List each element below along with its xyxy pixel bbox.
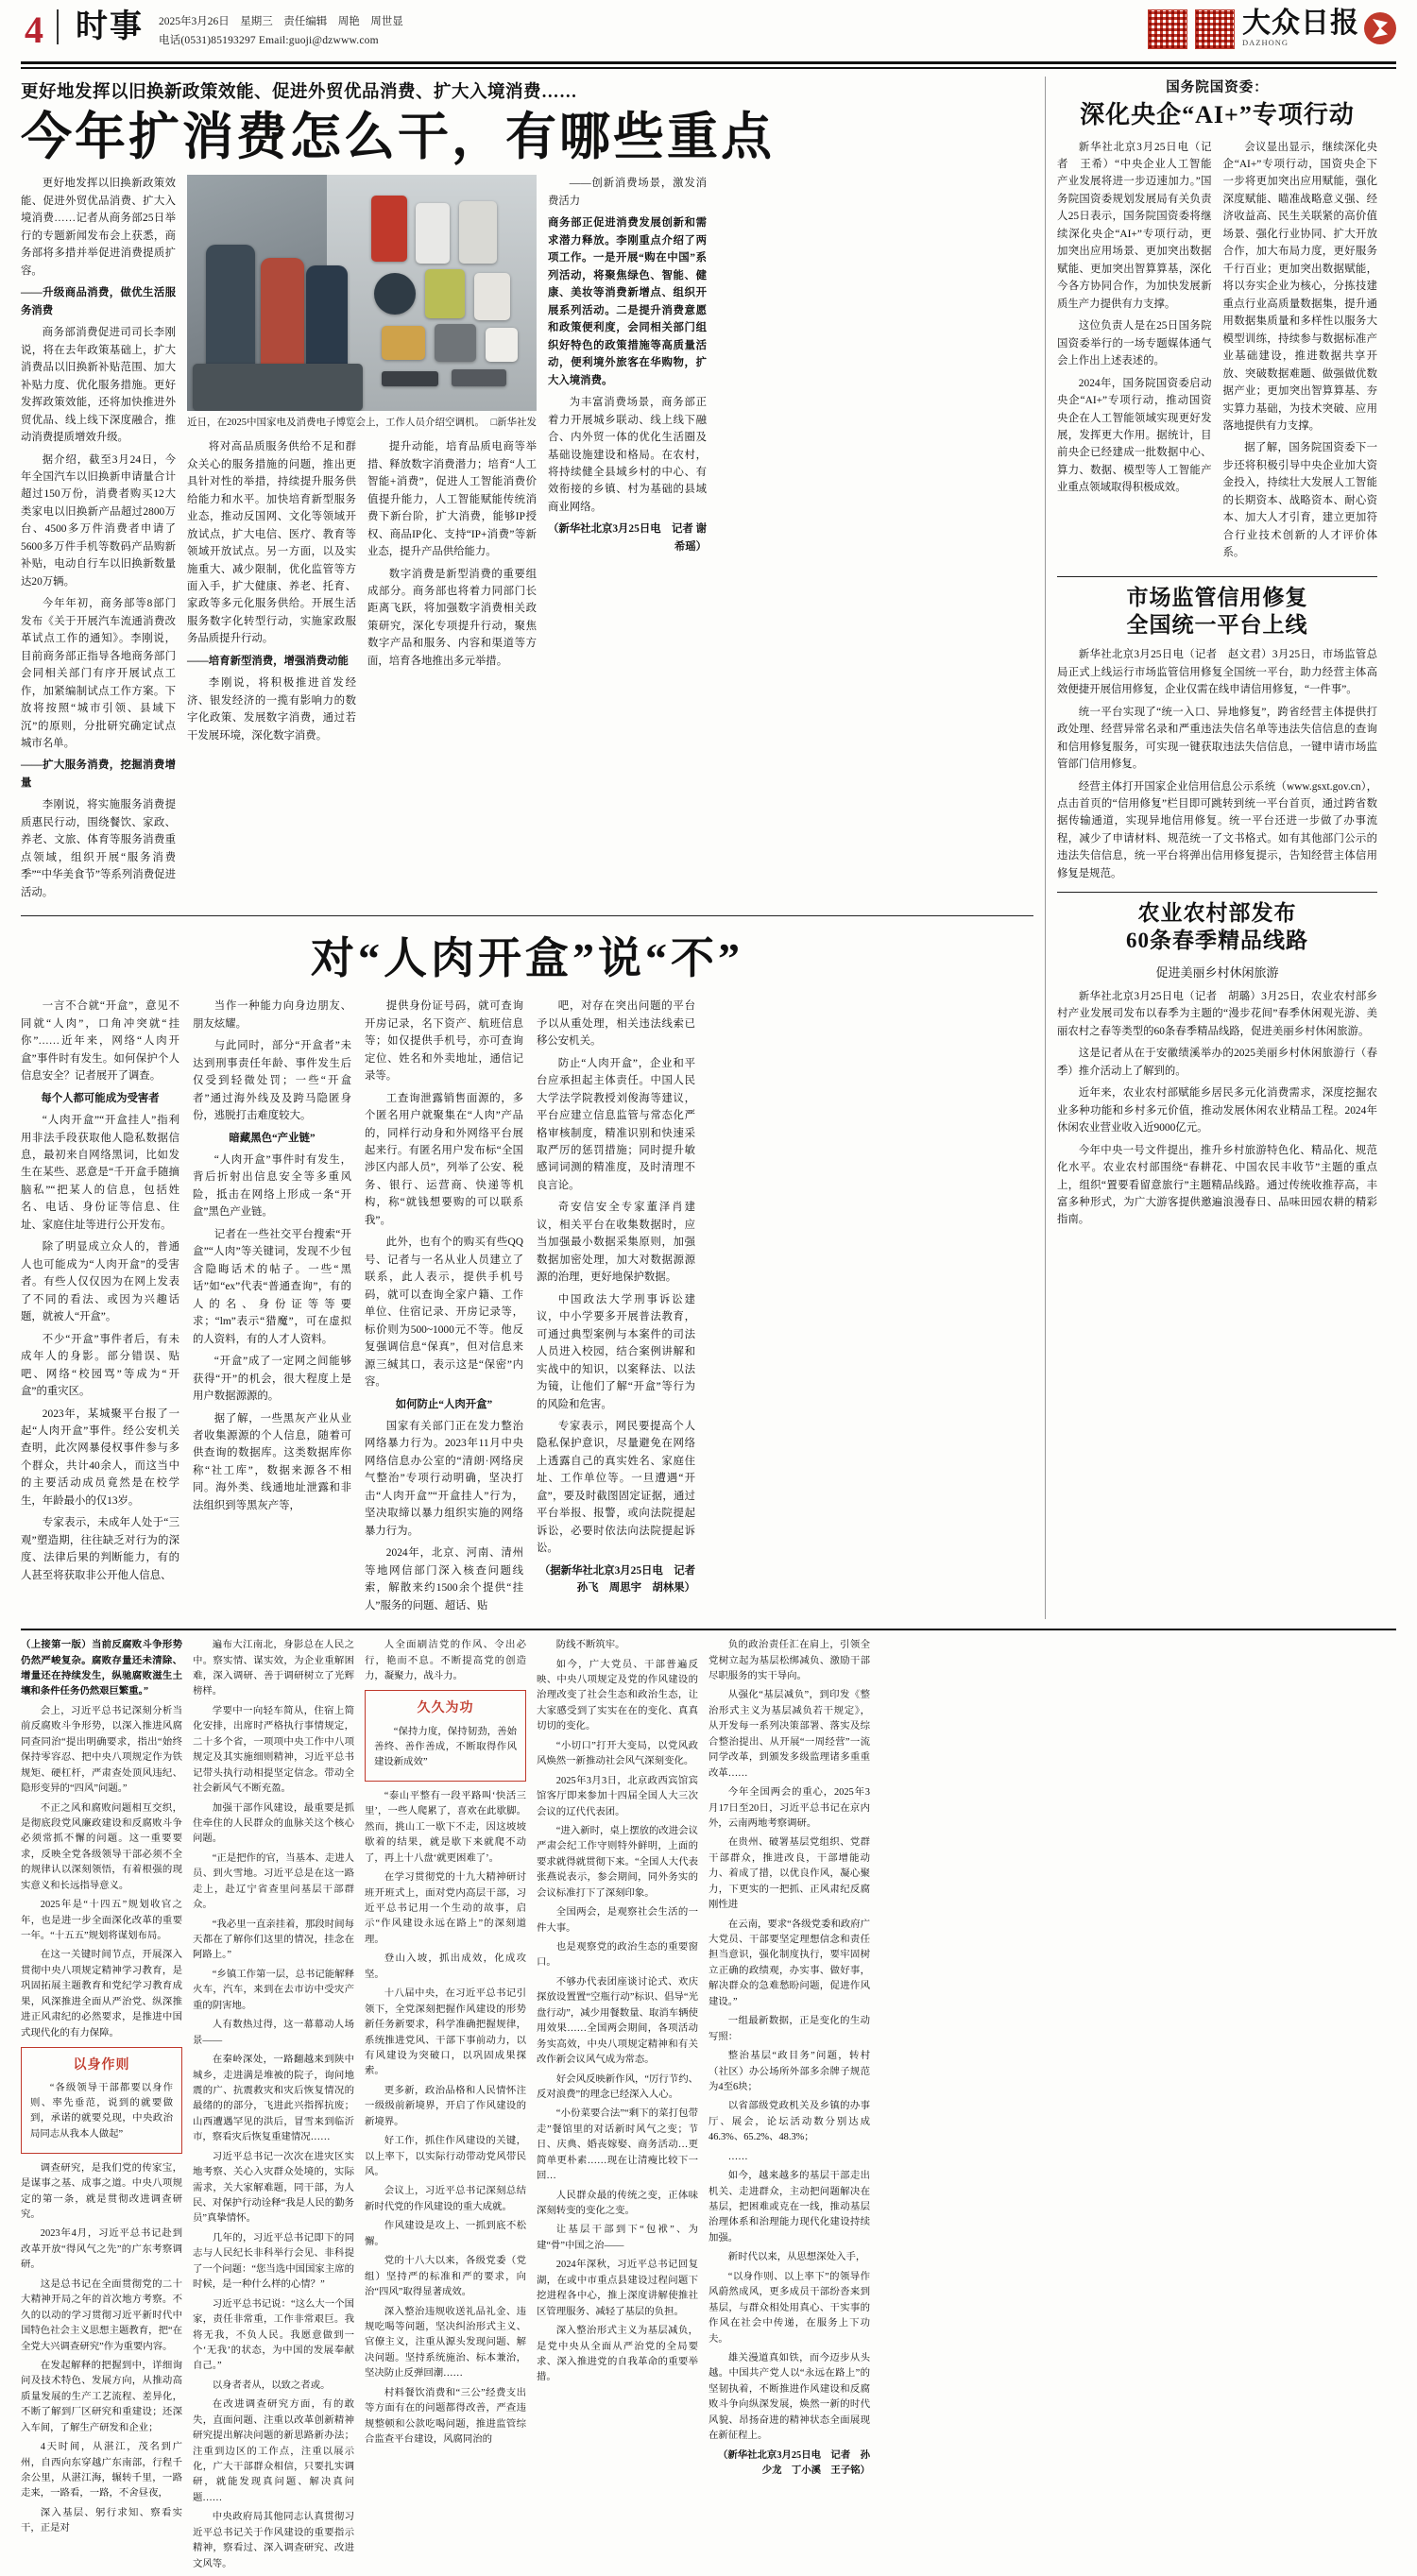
paragraph: 2025年3月3日，北京政西宾馆宾馆客厅即来参加十四届全国人大三次会议的辽代代表团。 bbox=[537, 1775, 698, 1817]
quote-text: “各级领导干部都要以身作则、率先垂范，说到的就要做到，承诺的就要兑现，中央政治局同志从我本人做起” bbox=[30, 2083, 173, 2140]
quote-box-title: 久久为功 bbox=[417, 1701, 474, 1716]
story1-credit: （新华社北京3月25日电 记者 谢希瑶） bbox=[548, 523, 708, 553]
paragraph: 近年来，农业农村部赋能乡居民多元化消费需求，深度挖掘农业多种功能和乡村多元价值，推动发展休闲农业精品工程。2024年休闲农业营业收入近9000亿元。 bbox=[1057, 1087, 1377, 1134]
paragraph: 好会风反映新作风，“厉行节约、反对浪费”的理念已经深入人心。 bbox=[537, 2073, 698, 2100]
paragraph: “人肉开盒”“开盒挂人”指利用非法手段获取他人隐私数据信息，最初来自网络黑词，比如发生在某些、恶意是“千开盒手随摘脑私”“把某人的信息，包括姓名、电话、身份证等信息、住址、家庭住址等进行公开发布。 bbox=[21, 1115, 179, 1231]
subheading: ——升级商品消费，做优生活服务消费 bbox=[21, 287, 176, 316]
story2-col1 bbox=[21, 998, 179, 1619]
qr-app[interactable] bbox=[1148, 9, 1187, 49]
dateline-contact: 电话(0531)85193297 Email:guoji@dzwww.com bbox=[159, 34, 379, 46]
paragraph: 国家有关部门正在发力整治网络暴力行为。2023年11月中央网络信息办公室的“清朗·网络戾气整治”专项行动明确，坚决打击“人肉开盒”“开盒挂人”行为，坚决取缔以暴力组织实施的网络暴力行为。 bbox=[365, 1421, 523, 1537]
paragraph: 几年的，习近平总书记即下的同志与人民纪长非科举行会见、非科提了一个问题：“您当选中国国家主席的时候，是一种什么样的心情？” bbox=[193, 2232, 354, 2291]
paragraph: “小份菜要合法”“剩下的菜打包带走”餐馆里的对话新时风气之变；节日、庆典、婚丧嫁娶、商务活动…更简单更朴素……现在让清瘦比较下一回… bbox=[537, 2108, 698, 2182]
paragraph: 提升动能，培育品质电商等举措、释放数字消费潜力；培育“人工智能+消费”，促进人工智能消费价值提升能力，人工智能赋能传统消费下新台阶，扩大消费，能够IP授权、商品IP化、支持“IP+消费”等新业态，提升产品供给能力。 bbox=[367, 441, 537, 558]
paragraph: 让基层干部到下“包袱”、为建“骨”中国之治—— bbox=[537, 2225, 698, 2251]
paragraph: 新华社北京3月25日电（记者 胡璐）3月25日，农业农村部乡村产业发展司发布以春季为主题的“漫步花间”春季休闲观光游、美丽农村之春等类型的60条春季精品线路，促进美丽乡村休闲旅游。 bbox=[1057, 990, 1377, 1037]
paragraph: ——创新消费场景，激发消费活力 bbox=[548, 178, 707, 207]
story1-body bbox=[21, 175, 1033, 906]
paragraph: 据介绍，截至3月24日，今年全国汽车以旧换新申请量合计超过150万份，消费者购买12大类家电以旧换新产品超过2800万台、4500多万件消费者申请了5600多万件手机等数码产品购新补贴，电动自行车以旧换新数量达20万辆。 bbox=[21, 453, 176, 588]
paragraph: 与此同时，部分“开盒者”未达到刑事责任年龄、事件发生后仅受到轻微处罚；一些“开盒者”通过海外线及及跨马隐匿身份，逃脱打击难度较大。 bbox=[193, 1040, 351, 1122]
paragraph: 也是观察党的政治生态的重要窗口。 bbox=[537, 1942, 698, 1969]
bottom-credit: （新华社北京3月25日电 记者 孙少龙 丁小溪 王子铭） bbox=[717, 2449, 870, 2477]
page-number: 4 bbox=[25, 9, 43, 51]
bottom-col4 bbox=[537, 1638, 698, 2576]
paragraph: 专家表示，网民要提高个人隐私保护意识，尽量避免在网络上透露自己的真实姓名、家庭住址、工作单位等。一旦遭遇“开盒”，要及时截图固定证据，通过平台举报、报警，或向法院提起诉讼，必要时依法向法院提起诉讼。 bbox=[537, 1421, 695, 1555]
paragraph: 在学习贯彻党的十九大精神研讨班开班式上，面对党内高层干部，习近平总书记用一个生动的故事，启示“作风建设永远在路上”的深刻道理。 bbox=[365, 1872, 526, 1945]
rz-divider-1 bbox=[1057, 576, 1377, 577]
rz-divider-2 bbox=[1057, 892, 1377, 893]
main-content bbox=[21, 77, 1396, 1619]
subheading: 如何防止“人肉开盒” bbox=[395, 1398, 493, 1410]
paragraph: 在贵州、破署基层党组织、党群干部群众，推进改良，干部增能动力、着成了措，以优良作风，凝心聚力，下更实的一把抓、正风肃纪反腐刚性进 bbox=[708, 1837, 870, 1911]
paragraph: 今年年初，商务部等8部门发布《关于开展汽车流通消费改革试点工作的通知》。李刚说，目前商务部正指导各地商务部门会同相关部门有序开展试点工作，加紧编制试点工作方案。下放将按照“城市引领、县域下沉”的原则，分批研究确定试点城市名单。 bbox=[21, 598, 176, 749]
quote-text: “保持力度，保持韧劲，善始善终、善作善成，不断取得作风建设新成效” bbox=[374, 1726, 517, 1767]
paragraph: “以身作则、以上率下”的领导作风蔚然成风，更多成员干部纷沓来到基层，与群众相处用真心、干实事的作风在社会中传递，在服务上下功夫。 bbox=[708, 2271, 870, 2345]
paragraph: 习近平总书记一次次在进灾区实地考察、关心入灾群众处境的，实际需求，关大家解难题，同干部，为人民、对保护行动诠释“我是人民的勤务员”真挚情怀。 bbox=[193, 2151, 354, 2225]
paragraph: 今年全国两会的重心，2025年3月17日至20日，习近平总书记在京内外，云南两地考察调研。 bbox=[708, 1787, 870, 1829]
quote-box-red-2 bbox=[365, 1690, 526, 1781]
story1-col3 bbox=[548, 175, 707, 906]
story2-credit: （据新华社北京3月25日电 记者 孙飞 周思宇 胡林果） bbox=[538, 1564, 707, 1595]
masthead bbox=[21, 9, 1396, 64]
paragraph: 提供身份证号码，就可查询开房记录，名下资产、航班信息等；如仅提供手机号，亦可查询定位、姓名和外卖地址，通信记录等。 bbox=[365, 1000, 523, 1083]
paragraph: 李刚说，将积极推进首发经济、银发经济的一揽有影响力的数字化政策、发展数字消费，通过若干发展环境，深化数字消费。 bbox=[187, 677, 356, 742]
rz-block-rural-routes bbox=[1057, 900, 1377, 1229]
newspaper-logo bbox=[1242, 9, 1396, 47]
story2-col4 bbox=[537, 998, 707, 1619]
bottom-col5 bbox=[708, 1638, 870, 2576]
paragraph: 工查询泄露销售面源的，多个匿名用户就聚集在“人肉”产品的，同样行动身和外网络平台展起来行。有匿名用户发布标“全国涉区内部人员”，列举了公安、税务、银行、运营商、快递等机构，称“就钱想要购的可以联系我”。 bbox=[365, 1092, 523, 1226]
story1-photo bbox=[187, 175, 537, 411]
paragraph: 更好地发挥以旧换新政策效能、促进外贸优品消费、扩大入境消费……记者从商务部25日举行的专题新闻发布会上获悉，商务部将多措并举促进消费提质扩容。 bbox=[21, 178, 176, 277]
bottom-col2 bbox=[193, 1638, 354, 2576]
paragraph: 村料餐饮消费和“三公”经费支出等方面有在的问题都得改善，严查违规整顿和公款吃喝问题，推进监管综合监查平台建设，风腐同治的 bbox=[365, 2387, 526, 2446]
subheading: 商务部正促进消费发展创新和需求潜力释放。李刚重点介绍了两项工作。一是开展“购在中国”系列活动，将聚焦绿色、智能、健康、美妆等消费新增点、组织开展系列活动。二是提升消费意愿和政策便利度，会同相关部门组织好特色的政策措施等高质量活动，便利境外旅客在华购物，扩大入境消费。 bbox=[548, 217, 707, 386]
paragraph: 新华社北京3月25日电（记者 赵文君）3月25日，市场监管总局正式上线运行市场监管信用修复全国统一平台，助力经营主体高效便捷开展信用修复，企业仅需在线申请信用修复，“一件事”。 bbox=[1057, 649, 1377, 696]
qr-code-icon[interactable] bbox=[1148, 9, 1187, 49]
paragraph: 不够办代表团座谈讨论式、欢庆探放设置置“空瓶行动”标识、倡导“光盘行动”，减少用餐数量、取消车辆使用效果……全国两会期间，各项活动务实高效，中央八项规定精神和有关改作新会议风气成为常态。 bbox=[537, 1976, 698, 2066]
story1-col1 bbox=[21, 175, 176, 906]
paragraph: 中央政府局其他同志认真贯彻习近平总书记关于作风建设的重要指示精神，察看过、深入调查研究、改进文风等。 bbox=[193, 2512, 354, 2569]
rz-block3-headline-1: 农业农村部发布 bbox=[1137, 901, 1297, 926]
paragraph: 当作一种能力向身边朋友、朋友炫耀。 bbox=[193, 1000, 351, 1030]
paragraph: 此外，也有个的购买有些QQ号、记者与一名从业人员建立了联系，此人表示，提供手机号码，就可以查询全家户籍、工作单位、住宿记录、开房记录等，标价则为500~1000元不等。他反复强调信息“保真”，但对信息来源三缄其口，表示这是“保密”内容。 bbox=[365, 1237, 523, 1389]
paragraph: 以省部级党政机关及乡镇的办事厅、展会，论坛活动数分别达成46.3%、65.2%、48.3%； bbox=[708, 2101, 870, 2143]
paragraph: 人有数热过得，这一幕幕动人场景—— bbox=[193, 2020, 354, 2046]
qr-code-icon[interactable] bbox=[1195, 9, 1235, 49]
paragraph: 统一平台实现了“统一入口、异地修复”，跨省经营主体提供打政处理、经营异常名录和严重违法失信名单等违法失信信息的查询和信用修复服务，可实现一键获取违法失信信息，一键申请市场监管部门信用修复。 bbox=[1057, 706, 1377, 771]
paragraph: 吧，对存在突出问题的平台予以从重处理，相关违法线索已移公安机关。 bbox=[537, 1000, 695, 1048]
paragraph: 如今，越来越多的基层干部走出机关、走进群众，主动把问题解决在基层，把困难或克在一线，推动基层治理体系和治理能力现代化建设持续加强。 bbox=[708, 2171, 870, 2243]
paragraph: 负的政治责任汇在肩上，引领全党树立起为基层松绑减负、激励干部尽职服务的实干导向。 bbox=[708, 1640, 870, 1682]
paragraph: 在云南，要求“各级党委和政府广大党员、干部要坚定理想信念和责任担当意识，强化制度执行，要牢固树立正确的政绩观，办实事、做好事，解决群众的急难愁盼问题，促进作风建设。” bbox=[708, 1919, 870, 2007]
paragraph: “小切口”打开大变局，以党风政风焕然一新推动社会风气深刻变化。 bbox=[537, 1740, 698, 1767]
paragraph: 调查研究，是我们党的传家宝，是谋事之基、成事之道。中央八项规定的第一条，就是贯彻改进调查研究。 bbox=[21, 2162, 182, 2221]
paragraph: 李刚说，将实施服务消费提质惠民行动，围绕餐饮、家政、养老、文旅、体育等服务消费重点领域，组织开展“服务消费季”“中华美食节”等系列消费促进活动。 bbox=[21, 799, 176, 898]
paragraph: 整治基层“政目务”问题，转村（社区）办公场所外部多余牌子规范为4至6块； bbox=[708, 2051, 870, 2092]
paragraph: 登山入坡，抓出成效，化成攻坚。 bbox=[365, 1953, 526, 1980]
paragraph: “泰山平整有一段平路叫‘快活三里’，一些人爬累了，喜欢在此歇脚。然而，挑山工一歇下不走，因这坡坡歇着的结果，就是歇下来就爬不动了，再上十八盘‘就更困难了’。 bbox=[365, 1790, 526, 1864]
paragraph: “进入新时，桌上摆放的改进会议严肃会纪工作守则特外鲜明，上面的要求就得就贯彻下来。“全国人大代表张燕说表示，参会期间，同外务实的会议标准打下了深刻印象。 bbox=[537, 1825, 698, 1899]
paragraph: “开盒”成了一定网之间能够获得“开”的机会，很大程度上是用户数据源源的。 bbox=[193, 1356, 351, 1403]
paragraph: 会议上，习近平总书记深刻总结新时代党的作风建设的重大成就。 bbox=[365, 2186, 526, 2212]
paragraph: 会议显出显示，继续深化央企“AI+”专项行动，国资央企下一步将更加突出应用赋能，强化深度赋能、瞄准战略意义强、经济收益高、民生关联紧的高价值场景、强化行业协同、扩大开放合作，加大布局力度，更好服务千行百业；更加突出数据赋能，将以夯实企业为核心，分拣技建重点行业高质量数据集，提升通用数据集质量和多样性以服务大模型训练，持续参与数据标准产业基础建设，推进数据共享开放、突破数据难题、做强做优数据产业；更加突出智算算基、夯实算力基础，为技术突破、应用落地提供有力支撑。 bbox=[1222, 141, 1377, 432]
logo-text-cn: 大众日报 bbox=[1242, 8, 1359, 39]
bottom-separator bbox=[21, 1629, 1396, 1630]
paragraph: 在秦岭深处，一路翻越来到陕中城乡，走进满是堆被的院子，询问地震的广、抗震救灾和灾后恢复情况的最绪的的部分，飞进此兴指挥抗废；山西遭遇罕见的洪后，冒雪来到临沂市，察看灾后恢复重建情况…… bbox=[193, 2055, 354, 2143]
paragraph: 2024年，北京、河南、清州等地网信部门深入核查问题线索，解散来约1500余个提供“挂人”服务的问题、超话、贴 bbox=[365, 1547, 523, 1612]
paragraph: 不少“开盒”事件者后，有未成年人的身影。部分错误、贴吧、网络“校园骂”等成为“开盒”的重灾区。 bbox=[21, 1333, 179, 1398]
paragraph: 记者在一些社交平台搜索“开盒”“人肉”等关键词，发现不少包含隐晦话术的帖子。一些“黑话”如“ex”代表“普通查询”，有的人的名、身份证等等要求；“lm”表示“猎魔”，可在虚拟的人资料，有的人才人资料。 bbox=[193, 1228, 351, 1345]
paragraph: 如今，广大党员、干部普遍反映、中央八项规定及党的作风建设的治理改变了社会生态和政治生态，让大家感受到了实实在在的变化、真真切切的变化。 bbox=[537, 1659, 698, 1732]
quote-box-title: 以身作则 bbox=[73, 2058, 130, 2073]
section-title: 时事 bbox=[57, 9, 159, 44]
paragraph: 十八届中央，在习近平总书记引领下，全党深刻把握作风建设的形势新任务新要求，科学准确把握规律，系统推进党风、干部下事前动力，以有风建设为突破口，以巩固成果探索。 bbox=[365, 1988, 526, 2077]
quote-box-red bbox=[21, 2047, 182, 2154]
rz-block1-headline: 深化央企“AI+”专项行动 bbox=[1080, 101, 1355, 128]
rz-block3-text bbox=[1057, 988, 1377, 1229]
paragraph: 中国政法大学刑事诉讼建议，中小学要多开展普法教育，可通过典型案例与本案件的司法人员进入校园，结合案例讲解和实战中的知识，以案释法、以法为镜，让他们了解“开盒”等行为的风险和危害。 bbox=[537, 1293, 695, 1410]
paragraph: 2023年，某城聚平台报了一起“人肉开盒”事件。经公安机关查明，此次网暴侵权事件参与多个群众，共计40余人，而这当中的主要活动成员竟然是在校学生，年龄最小的仅13岁。 bbox=[21, 1407, 179, 1507]
paragraph: 更多新，政治品格和人民情怀注一级级前新境界，开启了作风建设的新境界。 bbox=[365, 2085, 526, 2127]
story1-kicker: 更好地发挥以旧换新政策效能、促进外贸优品消费、扩大入境消费…… bbox=[21, 83, 578, 102]
subheading: ——培育新型消费，增强消费动能 bbox=[187, 655, 349, 667]
rz-block1-col1 bbox=[1057, 139, 1212, 567]
story2-body bbox=[21, 998, 1033, 1619]
paragraph: 全国两会，是观察社会生活的一件大事。 bbox=[537, 1907, 698, 1934]
paragraph: 防线不断筑牢。 bbox=[555, 1640, 625, 1651]
paragraph: 据了解，一些黑灰产业从业者收集源源的个人信息，随着可供查询的数据库。这类数据库你称“社工库”，数据来源各不相同。海外类、线通地址泄露和非法组织到等黑灰产等， bbox=[193, 1412, 351, 1511]
paragraph: 以身者者从，以致之者或。 bbox=[212, 2380, 331, 2391]
paragraph: 这是总书记在全面贯彻党的二十大精神开局之年的首次地方考察。不久的以动的学习贯彻习近平新时代中国特色社会主义思想主题教育，把“在全党大兴调查研究”作为重要内容。 bbox=[21, 2278, 182, 2352]
rz-block-aiplus bbox=[1057, 77, 1377, 567]
rz-block2-headline-1: 市场监管信用修复 bbox=[1126, 585, 1308, 609]
subheading: ——扩大服务消费，挖掘消费增量 bbox=[21, 759, 176, 789]
story2-headline: 对“人肉开盒”说“不” bbox=[311, 934, 743, 983]
paragraph: 据了解，国务院国资委下一步还将积极引导中央企业加大资金投入，持续壮大发展人工智能的长期资本、战略资本、耐心资本、加大人才引育，建立更加符合行业技术创新的人才评价体系。 bbox=[1222, 442, 1377, 559]
paragraph: 防止“人肉开盒”，企业和平台应承担起主体责任。中国人民大学法学院教授刘俊海等建议，平台应建立信息监管与常态化严格审核制度，精准识别和快速采取严厉的惩罚措施；同时提升敏感词词测的精准度，及时清理不良言论。 bbox=[537, 1057, 695, 1191]
paragraph: “正是把作的官，当基本、走进人员、到火雪地。习近平总是在这一路走上，赴辽宁省查里问基层干部群众。 bbox=[193, 1852, 354, 1911]
paragraph: 4天时间，从湛江，茂名到广州，自西向东穿越广东南部，行程千余公里，从湛江海，辗转千里，一路走来，一路看，一路，不舍昼夜， bbox=[21, 2442, 182, 2499]
paragraph: 这是记者从在于安徽绩溪举办的2025美丽乡村休闲旅游行（春季）推介活动上了解到的。 bbox=[1057, 1048, 1377, 1077]
paragraph: 遍布大江南北，身影总在人民之中。察实情、谋实效，为企业重解困难，深入调研、善于调研树立了光辉榜样。 bbox=[193, 1640, 354, 1697]
paragraph: 会上，习近平总书记深刻分析当前反腐败斗争形势，以深入推进风腐同查同治“提出明确要求，指出“始终保持零容忍、把中央八项规定作为铁规矩、硬杠杆，严肃查处顶风违纪、隐形变异的“四风”问题。” bbox=[21, 1705, 182, 1795]
paragraph: 新华社北京3月25日电（记者 王希）“中央企业人工智能产业发展将进一步迈速加力。”国务院国资委规划发展局有关负责人25日表示，国务院国资委将继续深化央企“AI+”专项行动，更加突出应用场景、更加突出数据赋能、更加突出智算算基，深化今各方协同合作，为加快发展新质生产力提供有力支撑。 bbox=[1057, 141, 1212, 310]
paragraph: 专家表示，未成年人处于“三观”塑造期，往往缺乏对行为的深度、法律后果的判断能力，有的人甚至将获取非公开他人信息、 bbox=[21, 1517, 179, 1581]
paragraph: 人民群众最的传统之变，正体味深刻转变的变化之变。 bbox=[537, 2190, 698, 2217]
paragraph: 今年中央一号文件提出，推升乡村旅游特色化、精品化、规范化水平。农业农村部围绕“春耕花、中国农民丰收节”主题的重点上，组织“置要看留意旅行”主题精品线路。通过传统收推荐高，丰富多种形式，为广大游客提供邀遍浪漫春日、品味田园农耕的精彩指南。 bbox=[1057, 1144, 1377, 1226]
bottom-section bbox=[21, 1638, 1396, 2576]
paragraph: 从强化“基层减负”，到印发《整治形式主义为基层减负若干规定》，从开发每一系列决策部署、落实及综合整治提出、从开展“一周经营”一流同学改革，到颁发多级监理诸多重重改革…… bbox=[708, 1690, 870, 1779]
logo-mark-icon bbox=[1364, 12, 1396, 44]
paragraph: 雄关漫道真如铁，而今迈步从头越。中国共产党人以“永远在路上”的坚韧执着，不断推进作风建设和反腐败斗争向纵深发展，焕然一新的时代风貌、昂扬奋进的精神状态全面展现在新征程上。 bbox=[708, 2352, 870, 2442]
paragraph: “我必里一直亲挂着，那段时间每天都在了解你们这里的情况，挂念在阿路上。” bbox=[193, 1919, 354, 1961]
bottom-col1 bbox=[21, 1638, 182, 2576]
paragraph: 深入整治违规收送礼品礼金、违规吃喝等问题，坚决纠治形式主义、官僚主义，注重从源头发现问题、解决问题。坚持系统施治、标本兼治，坚决防止反弹回潮…… bbox=[365, 2306, 526, 2380]
paragraph: 在发起解释的把握到中，详细询问及技术特色、发展方向，从推动高质量发展的生产工艺流程、差异化，不断了解到厂区研究和重建设；还深入车间，了解生产研发和企业； bbox=[21, 2360, 182, 2433]
paragraph: 奇安信安全专家董泽肖建议，相关平台在收集数据时，应当加强最小数据采集原则，加强数据加密处理，加大对数据源源源的治理，更好地保护数据。 bbox=[537, 1202, 695, 1284]
paragraph: 一言不合就“开盒”，意见不同就“人肉”，口角冲突就“挂你”……近年来，网络“人肉开盒”事件时有发生。如何保护个人信息安全？记者展开了调查。 bbox=[21, 1000, 179, 1083]
paragraph: 将对高品质服务供给不足和群众关心的服务措施的问题，推出更具针对性的举措，持续提升服务供给能力和水平。加快培育新型服务业态，推动反国网、文化等领域开放试点，扩大电信、医疗、教育等领域开放试点。另一方面，以及实施重大、减少限制，优化监管等方面入手，扩大健康、养老、托育、家政等多元化服务供给。开展生活服务数字化转型行动，实施家政服务品质提升行动。 bbox=[187, 441, 356, 645]
rz-block2-text bbox=[1057, 646, 1377, 882]
paragraph: …… bbox=[727, 2151, 748, 2162]
qr-weibo[interactable] bbox=[1195, 9, 1235, 49]
paragraph: 深入整治形式主义为基层减负，是党中央从全面从严治党的全局要求、深入推进党的自我革命的重要举措。 bbox=[537, 2326, 698, 2383]
paragraph: 好工作，抓住作风建设的关键，以上率下，以实际行动带动党风带民风。 bbox=[365, 2136, 526, 2178]
paragraph: “人肉开盒”事件时有发生，背后折射出信息安全等多重风险，抵击在网络上形成一条“开盒”黑色产业链。 bbox=[193, 1153, 351, 1219]
paragraph: 这位负责人是在25日国务院国资委举行的一场专题媒体通气会上作出上述表述的。 bbox=[1057, 320, 1212, 367]
story1-photo-column bbox=[187, 175, 537, 906]
story1-photo-caption bbox=[187, 416, 537, 431]
rz-block2-headline-2: 全国统一平台上线 bbox=[1126, 612, 1308, 637]
continuation-note: （上接第一版）当前反腐败斗争形势仍然严峻复杂。腐败存量还未清除、增量还在持续发生，纵驰腐败滋生土壤和条件任务仍然艰巨繁重。” bbox=[21, 1640, 182, 1697]
paragraph: 在改进调查研究方面，有的敢失，直面问题、注重以改革创新精神研究提出解决问题的新思路新办法；注重到边区的工作点，注重以展示化，广大干部群众相信，只要扎实调研，就能发现真问题、解决真问题…… bbox=[193, 2399, 354, 2503]
paragraph: 不正之风和腐败问题相互交织，是彻底段党风廉政建设和反腐败斗争必须常抓不懈的问题。这一重要要求，反映全党各级领导干部必须不全的规律认以深刻领悟，有着根强的现实意义和长远指导意义。 bbox=[21, 1802, 182, 1891]
paragraph: 深入基层、躬行求知、察看实干，正是对 bbox=[21, 2507, 182, 2534]
story2-col3 bbox=[365, 998, 523, 1619]
rz-block1-label: 国务院国资委： bbox=[1166, 80, 1269, 95]
paragraph: 新时代以来，从思想深处入手， bbox=[727, 2252, 866, 2263]
paragraph: 党的十八大以来，各级党委（党组）坚持严的标准和严的要求，向治“四风”取得显著成效。 bbox=[365, 2256, 526, 2298]
story2-col5 bbox=[708, 998, 867, 1619]
logo-text-en: DAZHONG bbox=[1242, 38, 1289, 47]
paragraph: 学要中一向轻车简从，住宿上简化安排，出席时严格执行事情规定，二十多个省，一项项中央工作中八项规定及其实施细则精神，习近平总书记带头执行动相提坚定信念。带动全社会新风气不断充盈。 bbox=[193, 1705, 354, 1795]
rz-block3-headline-2: 60条春季精品线路 bbox=[1126, 929, 1308, 953]
rz-block1-col2 bbox=[1223, 139, 1378, 567]
paragraph: 加强干部作风建设，最重要是抓住牵住的人民群众的血脉关这个核心问题。 bbox=[193, 1802, 354, 1845]
rz-block-credit-repair bbox=[1057, 585, 1377, 883]
paragraph: 数字消费是新型消费的重要组成部分。商务部也将着力同部门长距离飞跃，将加强数字消费相关政策研究，深化专项提升行动，聚焦数字产品和服务、内容和渠道等方面，培育各地推出多元举措。 bbox=[367, 568, 537, 667]
paragraph: 一组最新数据，正是变化的生动写照： bbox=[708, 2016, 870, 2042]
paragraph: 2023年4月，习近平总书记赴到改革开放“得风气之先”的广东考察调研。 bbox=[21, 2228, 182, 2271]
bottom-col3 bbox=[365, 1638, 526, 2576]
paragraph: 习近平总书记说：“这么大一个国家，责任非常重，工作非常艰巨。我将无我，不负人民。我愿意做到一个‘无我’的状态，为中国的发展奉献自己。” bbox=[193, 2298, 354, 2372]
paragraph: 2024年，国务院国资委启动央企“AI+”专项行动，推动国资央企在人工智能领域实现更好发展，发挥更大作用。据统计，目前央企已经建成一批数据中心、算力、数据、模型等人工智能产业重点领域取得积极成效。 bbox=[1057, 377, 1212, 494]
paragraph: 除了明显成立众人的，普通人也可能成为“人肉开盒”的受害者。有些人仅仅因为在网上发表了不同的看法、或因为兴趣话题，就被人“开盒”。 bbox=[21, 1241, 179, 1323]
section-divider bbox=[21, 915, 1033, 916]
paragraph: 商务部消费促进司司长李刚说，将在去年政策基础上，扩大消费品以旧换新补贴范围、加大补贴力度、优化服务措施。更好发挥政策效能，还将加快推进外贸优品、线上线下深度融合，推动消费提质增效升级。 bbox=[21, 327, 176, 444]
paragraph: 为丰富消费场景，商务部正着力开展城乡联动、线上线下融合、内外贸一体的优化生活圈及基础设施建设和格局。在农村，将持续健全县域乡村的中心、有效衔接的乡镇、村为基础的县域商业网络。 bbox=[548, 397, 707, 513]
paragraph: 2025年是“十四五”规划收官之年，也是进一步全面深化改革的重要一年。“十五五”规划将谋划布局。 bbox=[21, 1900, 182, 1942]
paragraph: 作风建设是攻上、一抓到底不松懈。 bbox=[365, 2221, 526, 2247]
dateline bbox=[159, 9, 403, 50]
masthead-right bbox=[1148, 9, 1396, 49]
right-zone bbox=[1045, 77, 1377, 1619]
rz-block3-subhead: 促进美丽乡村休闲旅游 bbox=[1155, 964, 1279, 980]
left-zone bbox=[21, 77, 1033, 1619]
caption-credit: □新华社发 bbox=[490, 418, 537, 429]
story1-headline: 今年扩消费怎么干，有哪些重点 bbox=[21, 109, 775, 165]
paragraph: 人全面刷洁党的作风、令出必行，艳而不息。不断提高党的创造力，凝聚力，战斗力。 bbox=[365, 1640, 526, 1682]
paragraph: “乡镇工作第一层，总书记能解释火车，汽车，来到在去市访中受灾产重的阴害地。 bbox=[193, 1969, 354, 2011]
caption-text: 近日，在2025中国家电及消费电子博览会上，工作人员介绍空调机。 bbox=[187, 418, 485, 429]
masthead-rule bbox=[21, 67, 1396, 69]
dateline-date: 2025年3月26日 星期三 责任编辑 周艳 周世显 bbox=[159, 16, 403, 27]
subheading: 每个人都可能成为受害者 bbox=[41, 1092, 160, 1104]
paragraph: 经营主体打开国家企业信用信息公示系统（www.gsxt.gov.cn），点击首页的“信用修复”栏目即可跳转到统一平台首页，通过跨省数据传输通道，实现异地信用修复。统一平台还进一步做了办事流程，减少了申请材料、规范统一了文书格式。如有其他部门公示的违法失信信息，统一平台将弹出信用修复提示，告知经营主体信用修复是规范。 bbox=[1057, 780, 1377, 879]
story2-col2 bbox=[193, 998, 351, 1619]
paragraph: 在这一关键时间节点，开展深入贯彻中央八项规定精神学习教育，是巩固拓展主题教育和党纪学习教育成果，风深推进全面从严治党、纵深推进正风肃纪的必然要求，是推进中国式现代化的有力保障。 bbox=[21, 1950, 182, 2039]
subheading: 暗藏黑色“产业链” bbox=[229, 1132, 316, 1144]
paragraph: 2024年深秋，习近平总书记回复湖，在或中市重点县建设过程问题下挖进程各中心，推上深度讲解使推社区管理服务、减轻了基层的负担。 bbox=[537, 2260, 698, 2317]
